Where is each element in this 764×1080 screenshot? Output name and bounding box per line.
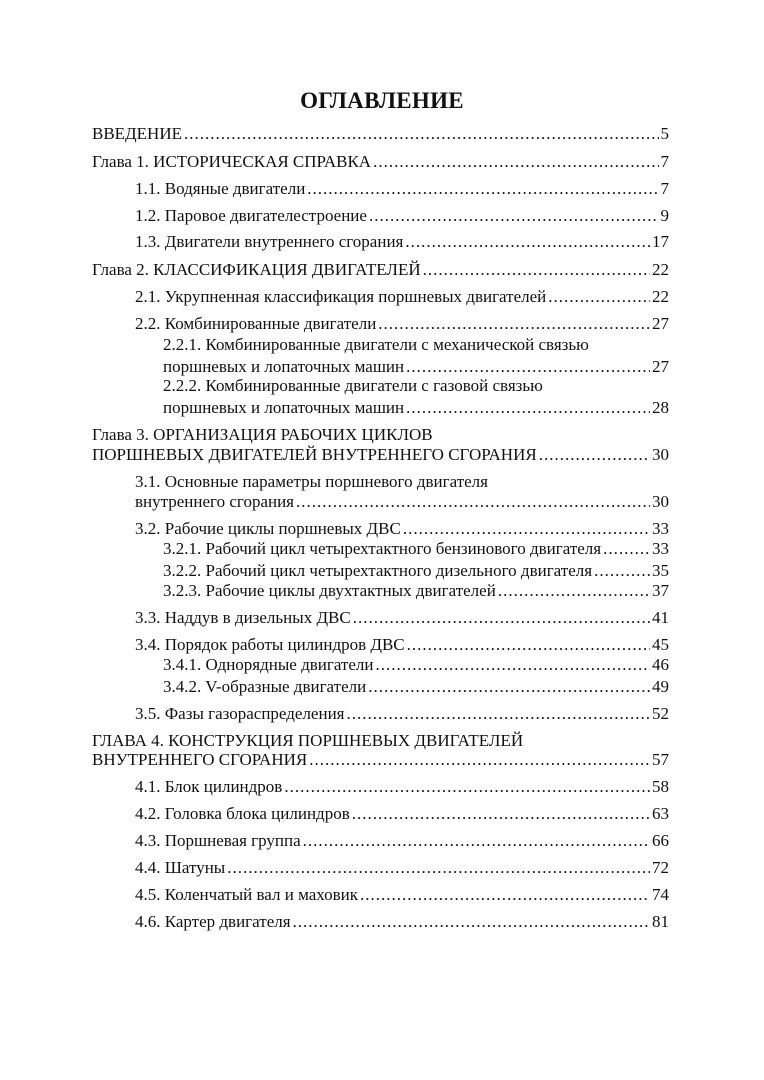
dot-leader	[403, 519, 650, 539]
dot-leader	[406, 357, 650, 377]
toc-page-number: 58	[652, 777, 669, 796]
toc-entry[interactable]	[135, 314, 669, 334]
dot-leader	[405, 232, 650, 252]
toc-entry[interactable]	[135, 206, 669, 226]
toc-entry[interactable]	[135, 912, 669, 932]
dot-leader	[227, 858, 650, 878]
toc-entry-title: 1.2. Паровое двигателестроение	[135, 206, 367, 225]
toc-entry[interactable]	[92, 124, 669, 144]
dot-leader	[369, 206, 659, 226]
toc-entry[interactable]	[92, 425, 669, 465]
toc-page-number: 72	[652, 858, 669, 877]
dot-leader	[309, 750, 650, 770]
toc-entry[interactable]	[135, 885, 669, 905]
dot-leader	[378, 314, 650, 334]
toc-entry-title: 3.2.3. Рабочие циклы двухтактных двигателей	[163, 581, 496, 600]
toc-entry[interactable]	[135, 704, 669, 724]
dot-leader	[373, 152, 658, 172]
toc-entry[interactable]	[163, 677, 669, 697]
toc-entry-title: 3.5. Фазы газораспределения	[135, 704, 345, 723]
toc-entry-title: Глава 2. КЛАССИФИКАЦИЯ ДВИГАТЕЛЕЙ	[92, 260, 421, 279]
toc-entry-title: 1.3. Двигатели внутреннего сгорания	[135, 232, 404, 251]
dot-leader	[603, 539, 650, 559]
toc-entry-title: поршневых и лопаточных машин	[163, 357, 405, 376]
page-title: ОГЛАВЛЕНИЕ	[300, 88, 464, 113]
toc-entry-title: внутреннего сгорания	[135, 492, 295, 511]
toc-entry[interactable]	[92, 731, 669, 769]
toc-entry-title: ВВЕДЕНИЕ	[92, 124, 182, 143]
toc-page-number: 33	[652, 519, 669, 538]
toc-page-number: 63	[652, 804, 669, 823]
toc-entry-title: 4.5. Коленчатый вал и маховик	[135, 885, 359, 904]
dot-leader	[423, 260, 650, 280]
toc-entry-title: 3.1. Основные параметры поршневого двигателя	[135, 472, 488, 491]
toc-page-number: 41	[652, 608, 669, 627]
toc-entry-title: 4.3. Поршневая группа	[135, 831, 301, 850]
toc-entry-title: 2.2.2. Комбинированные двигатели с газовой связью	[163, 376, 543, 395]
toc-entry[interactable]	[135, 287, 669, 307]
dot-leader	[284, 777, 650, 797]
toc-entry[interactable]	[163, 655, 669, 675]
toc-entry-title: ГЛАВА 4. КОНСТРУКЦИЯ ПОРШНЕВЫХ ДВИГАТЕЛЕЙ	[92, 731, 524, 750]
toc-page-number: 45	[652, 635, 669, 654]
toc-page-number: 46	[652, 655, 669, 674]
toc-entry[interactable]	[135, 858, 669, 878]
dot-leader	[184, 124, 659, 144]
dot-leader	[360, 885, 650, 905]
toc-entry[interactable]	[163, 539, 669, 559]
toc-page-number: 30	[652, 445, 669, 464]
dot-leader	[296, 492, 650, 512]
toc-page-number: 57	[652, 750, 669, 769]
dot-leader	[368, 677, 650, 697]
toc-entry-title: 4.6. Картер двигателя	[135, 912, 291, 931]
toc-entry[interactable]	[135, 179, 669, 199]
dot-leader	[353, 608, 650, 628]
toc-entry-title: ПОРШНЕВЫХ ДВИГАТЕЛЕЙ ВНУТРЕННЕГО СГОРАНИЯ	[92, 445, 537, 464]
dot-leader	[498, 581, 650, 601]
dot-leader	[303, 831, 650, 851]
toc-entry[interactable]	[135, 608, 669, 628]
toc-entry[interactable]	[163, 335, 669, 379]
toc-page-number: 5	[660, 124, 669, 143]
toc-entry[interactable]	[135, 804, 669, 824]
toc-entry[interactable]	[163, 581, 669, 601]
toc-entry-title: Глава 1. ИСТОРИЧЕСКАЯ СПРАВКА	[92, 152, 372, 171]
dot-leader	[407, 635, 650, 655]
toc-entry[interactable]	[135, 777, 669, 797]
toc-page-number: 7	[660, 152, 669, 171]
toc-page-number: 9	[660, 206, 669, 225]
toc-entry-title: 2.2.1. Комбинированные двигатели с механической связью	[163, 335, 589, 354]
toc-page-number: 30	[652, 492, 669, 511]
toc-page-number: 7	[660, 179, 669, 198]
dot-leader	[352, 804, 650, 824]
toc-entry[interactable]	[135, 831, 669, 851]
dot-leader	[594, 561, 650, 581]
toc-page-number: 27	[652, 314, 669, 333]
dot-leader	[539, 445, 650, 465]
dot-leader	[293, 912, 650, 932]
toc-entry-title: 2.1. Укрупненная классификация поршневых двигателей	[135, 287, 547, 306]
toc-page-number: 28	[652, 398, 669, 417]
toc-entry[interactable]	[135, 232, 669, 252]
toc-page-number: 27	[652, 357, 669, 376]
toc-page-number: 17	[652, 232, 669, 251]
dot-leader	[347, 704, 651, 724]
toc-entry-title: 3.2. Рабочие циклы поршневых ДВС	[135, 519, 401, 538]
toc-entry-title: 3.3. Наддув в дизельных ДВС	[135, 608, 351, 627]
toc-entry[interactable]	[135, 472, 669, 512]
dot-leader	[548, 287, 650, 307]
toc-entry-title: 3.2.2. Рабочий цикл четырехтактного дизельного двигателя	[163, 561, 593, 580]
toc-entry-title: 3.4. Порядок работы цилиндров ДВС	[135, 635, 405, 654]
toc-page-number: 22	[652, 260, 669, 279]
toc-entry-title: Глава 3. ОРГАНИЗАЦИЯ РАБОЧИХ ЦИКЛОВ	[92, 425, 433, 444]
toc-entry[interactable]	[163, 561, 669, 581]
dot-leader	[406, 398, 650, 418]
toc-entry-title: 4.2. Головка блока цилиндров	[135, 804, 350, 823]
toc-page-number: 52	[652, 704, 669, 723]
toc-entry[interactable]	[135, 519, 669, 539]
toc-entry[interactable]	[135, 635, 669, 655]
toc-page-number: 74	[652, 885, 669, 904]
toc-entry-title: поршневых и лопаточных машин	[163, 398, 405, 417]
toc-page-number: 66	[652, 831, 669, 850]
toc-entry-title: 1.1. Водяные двигатели	[135, 179, 306, 198]
toc-page-number: 81	[652, 912, 669, 931]
toc-entry[interactable]	[163, 376, 669, 420]
dot-leader	[307, 179, 658, 199]
toc-entry-title: ВНУТРЕННЕГО СГОРАНИЯ	[92, 750, 308, 769]
toc-entry[interactable]	[92, 260, 669, 280]
toc-entry-title: 3.4.2. V-образные двигатели	[163, 677, 367, 696]
toc-entry-title: 4.1. Блок цилиндров	[135, 777, 283, 796]
toc-entry[interactable]	[92, 152, 669, 172]
dot-leader	[376, 655, 651, 675]
toc-entry-title: 3.4.1. Однорядные двигатели	[163, 655, 374, 674]
toc-page-number: 37	[652, 581, 669, 600]
toc-entry-title: 3.2.1. Рабочий цикл четырехтактного бензинового двигателя	[163, 539, 602, 558]
toc-page-number: 22	[652, 287, 669, 306]
toc-page-number: 33	[652, 539, 669, 558]
toc-page-number: 35	[652, 561, 669, 580]
toc-entry-title: 4.4. Шатуны	[135, 858, 226, 877]
toc-entry-title: 2.2. Комбинированные двигатели	[135, 314, 377, 333]
toc-page-number: 49	[652, 677, 669, 696]
